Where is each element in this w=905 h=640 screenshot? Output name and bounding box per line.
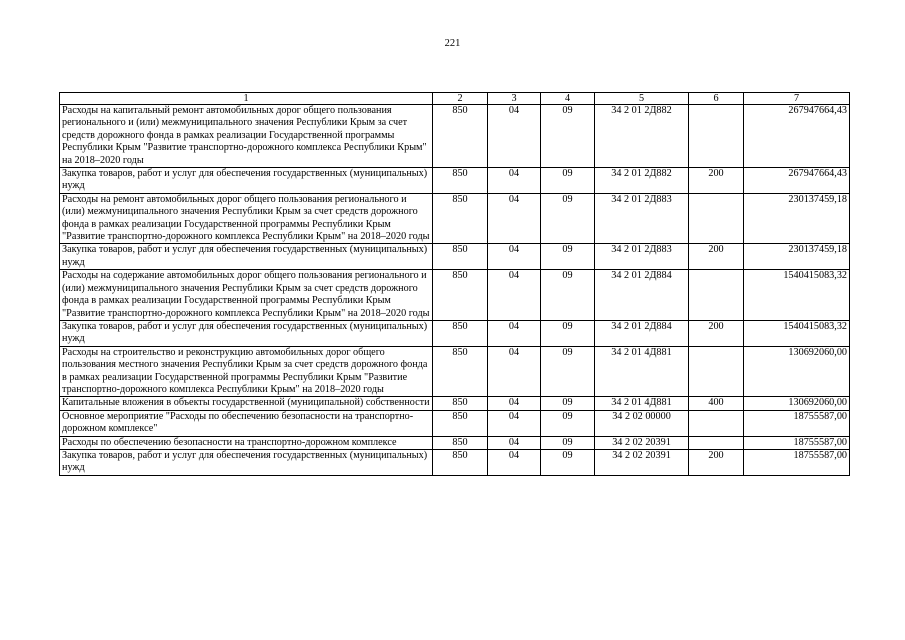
row-name-cell: Закупка товаров, работ и услуг для обеспечения государственных (муниципальных) нужд [60, 168, 433, 194]
subsection-cell: 09 [541, 105, 595, 168]
amount-cell: 267947664,43 [744, 105, 850, 168]
target-article-cell: 34 2 02 00000 [595, 410, 689, 436]
ministry-code-cell: 850 [433, 105, 488, 168]
ministry-code-cell: 850 [433, 397, 488, 410]
amount-cell: 267947664,43 [744, 168, 850, 194]
section-cell: 04 [488, 168, 541, 194]
expense-type-cell [689, 270, 744, 321]
target-article-cell: 34 2 01 4Д881 [595, 397, 689, 410]
row-name-cell: Расходы по обеспечению безопасности на транспортно-дорожном комплексе [60, 436, 433, 449]
table-row [60, 410, 850, 436]
ministry-code-cell: 850 [433, 436, 488, 449]
page-number: 221 [444, 38, 461, 49]
amount-cell: 18755587,00 [744, 449, 850, 475]
row-name-cell: Расходы на строительство и реконструкцию автомобильных дорог общего пользования местного значения Республики Крым за счет средств дорожного фонда в рамках реализации Государственной программы Республики Крым "Развитие транспортно-дорожного комплекса Республики Крым" на 2018–2020 годы [60, 346, 433, 397]
ministry-code-cell: 850 [433, 449, 488, 475]
target-article-cell: 34 2 01 2Д884 [595, 320, 689, 346]
section-cell: 04 [488, 244, 541, 270]
expense-type-cell [689, 193, 744, 244]
table-row [60, 346, 850, 397]
ministry-code-cell: 850 [433, 410, 488, 436]
subsection-cell: 09 [541, 320, 595, 346]
table-row [60, 270, 850, 321]
section-cell: 04 [488, 105, 541, 168]
row-name-cell: Закупка товаров, работ и услуг для обеспечения государственных (муниципальных) нужд [60, 320, 433, 346]
target-article-cell: 34 2 02 20391 [595, 436, 689, 449]
amount-cell: 230137459,18 [744, 244, 850, 270]
column-header: 1 [60, 93, 433, 105]
table-row [60, 193, 850, 244]
ministry-code-cell: 850 [433, 270, 488, 321]
amount-cell: 1540415083,32 [744, 270, 850, 321]
ministry-code-cell: 850 [433, 193, 488, 244]
table-row [60, 244, 850, 270]
row-name-cell: Расходы на ремонт автомобильных дорог общего пользования регионального и (или) межмуниципального значения Республики Крым за счет средств дорожного фонда в рамках реализации Государственной программы Республики Крым "Развитие транспортно-дорожного комплекса Республики Крым" на 2018–2020 годы [60, 193, 433, 244]
subsection-cell: 09 [541, 346, 595, 397]
expense-type-cell: 200 [689, 244, 744, 270]
section-cell: 04 [488, 397, 541, 410]
amount-cell: 18755587,00 [744, 436, 850, 449]
expense-type-cell [689, 105, 744, 168]
subsection-cell: 09 [541, 410, 595, 436]
target-article-cell: 34 2 01 2Д884 [595, 270, 689, 321]
subsection-cell: 09 [541, 244, 595, 270]
column-header: 5 [595, 93, 689, 105]
subsection-cell: 09 [541, 168, 595, 194]
column-header: 3 [488, 93, 541, 105]
row-name-cell: Основное мероприятие "Расходы по обеспечению безопасности на транспортно-дорожном комплексе" [60, 410, 433, 436]
table-row [60, 105, 850, 168]
section-cell: 04 [488, 436, 541, 449]
subsection-cell: 09 [541, 270, 595, 321]
expense-type-cell: 200 [689, 320, 744, 346]
table-row [60, 449, 850, 475]
table-row [60, 436, 850, 449]
expense-type-cell [689, 410, 744, 436]
expense-type-cell: 200 [689, 168, 744, 194]
target-article-cell: 34 2 02 20391 [595, 449, 689, 475]
section-cell: 04 [488, 346, 541, 397]
ministry-code-cell: 850 [433, 168, 488, 194]
target-article-cell: 34 2 01 2Д882 [595, 105, 689, 168]
expense-type-cell: 400 [689, 397, 744, 410]
column-header: 2 [433, 93, 488, 105]
subsection-cell: 09 [541, 397, 595, 410]
expense-type-cell [689, 346, 744, 397]
column-header: 4 [541, 93, 595, 105]
column-header: 6 [689, 93, 744, 105]
table-row [60, 168, 850, 194]
table-body [60, 105, 850, 476]
ministry-code-cell: 850 [433, 244, 488, 270]
table-header-row [60, 93, 850, 105]
target-article-cell: 34 2 01 2Д883 [595, 244, 689, 270]
amount-cell: 130692060,00 [744, 397, 850, 410]
target-article-cell: 34 2 01 2Д882 [595, 168, 689, 194]
section-cell: 04 [488, 449, 541, 475]
subsection-cell: 09 [541, 436, 595, 449]
row-name-cell: Закупка товаров, работ и услуг для обеспечения государственных (муниципальных) нужд [60, 449, 433, 475]
section-cell: 04 [488, 410, 541, 436]
expense-type-cell: 200 [689, 449, 744, 475]
target-article-cell: 34 2 01 4Д881 [595, 346, 689, 397]
amount-cell: 18755587,00 [744, 410, 850, 436]
row-name-cell: Расходы на капитальный ремонт автомобильных дорог общего пользования регионального и (или) межмуниципального значения Республики Крым за счет средств дорожного фонда в рамках реализации Государственной программы Республики Крым "Развитие транспортно-дорожного комплекса Республики Крым" на 2018–2020 годы [60, 105, 433, 168]
ministry-code-cell: 850 [433, 346, 488, 397]
amount-cell: 1540415083,32 [744, 320, 850, 346]
ministry-code-cell: 850 [433, 320, 488, 346]
row-name-cell: Расходы на содержание автомобильных дорог общего пользования регионального и (или) межмуниципального значения Республики Крым за счет средств дорожного фонда в рамках реализации Государственной программы Республики Крым "Развитие транспортно-дорожного комплекса Республики Крым" на 2018–2020 годы [60, 270, 433, 321]
budget-table [59, 92, 850, 476]
row-name-cell: Капитальные вложения в объекты государственной (муниципальной) собственности [60, 397, 433, 410]
table-row [60, 320, 850, 346]
subsection-cell: 09 [541, 193, 595, 244]
amount-cell: 130692060,00 [744, 346, 850, 397]
expense-type-cell [689, 436, 744, 449]
section-cell: 04 [488, 193, 541, 244]
row-name-cell: Закупка товаров, работ и услуг для обеспечения государственных (муниципальных) нужд [60, 244, 433, 270]
section-cell: 04 [488, 320, 541, 346]
amount-cell: 230137459,18 [744, 193, 850, 244]
column-header: 7 [744, 93, 850, 105]
table-row [60, 397, 850, 410]
section-cell: 04 [488, 270, 541, 321]
subsection-cell: 09 [541, 449, 595, 475]
target-article-cell: 34 2 01 2Д883 [595, 193, 689, 244]
